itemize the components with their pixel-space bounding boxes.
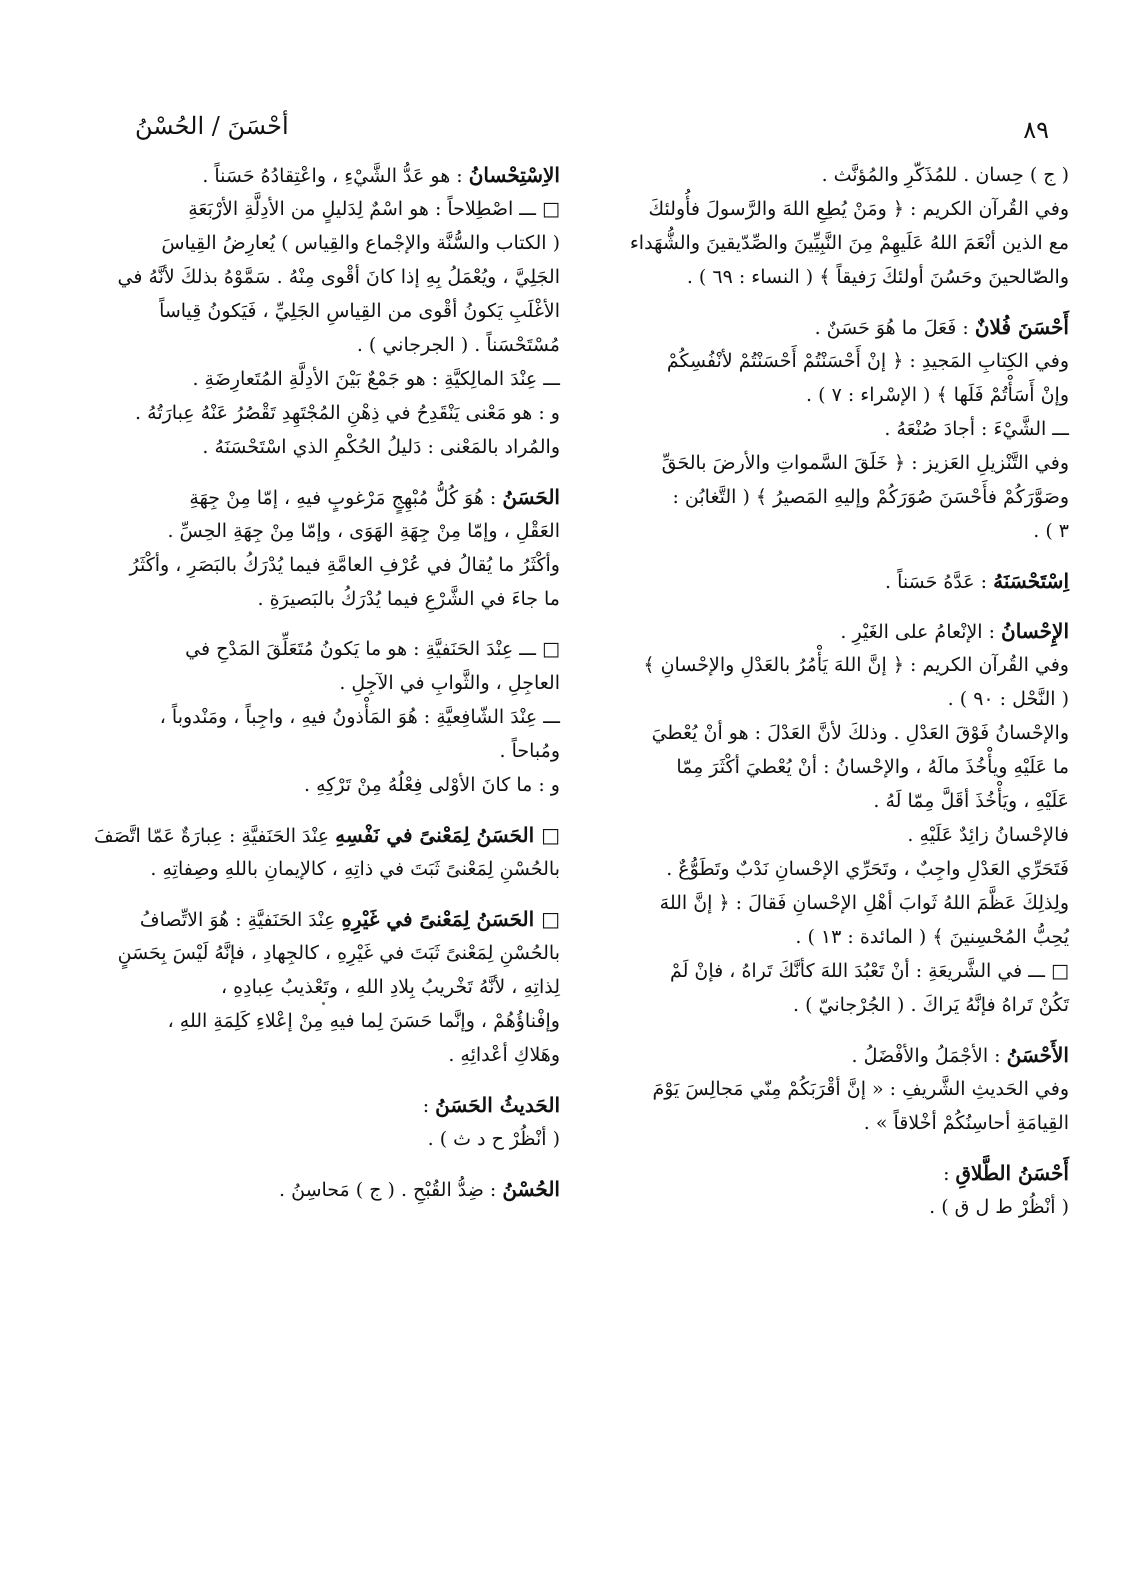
- entry-text: مع الذين أنْعَمَ اللهُ عَلَيهِمْ مِنَ النَّبِيِّينَ والصِّدّيقينَ والشُّهَداء: [629, 232, 1069, 254]
- text-line: [110, 852, 560, 886]
- entry-gap: [110, 616, 560, 632]
- entry-text: و : هو مَعْنى يَنْقَدِحُ في ذِهْنِ المُجْتَهِدِ تَقْصُرُ عَنْهُ عِبارَتُهُ .: [135, 402, 560, 424]
- entry-text: وفي الحَديثِ الشَّريفِ : « إنَّ أقْرَبَكُمْ مِنّي مَجالِسَ يَوْمَ: [652, 1078, 1069, 1100]
- entry-text: : هو عَدُّ الشَّيْءِ ، واعْتِقادُهُ حَسَناً .: [202, 165, 469, 187]
- entry-line: [110, 1172, 560, 1206]
- entry-text: : الأجْمَلُ والأفْضَلُ .: [851, 1045, 1007, 1067]
- entry-text: و : ما كانَ الأوْلى فِعْلُهُ مِنْ تَرْكِهِ .: [304, 774, 560, 796]
- text-line: [110, 514, 560, 548]
- entry-text: وفي الكِتابِ المَجيدِ : ﴿ إنْ أَحْسَنْتُمْ أَحْسَنْتُمْ لأنْفُسِكُمْ: [666, 350, 1069, 372]
- entry-gap: [110, 1156, 560, 1172]
- entry-text: □ ـــ في الشَّريعَةِ : أنْ تَعْبُدَ اللهَ كأنَّكَ تَراهُ ، فإنْ لَمْ: [669, 960, 1069, 982]
- entry-text: لِذاتِهِ ، لأنَّهُ تَخْريبُ بِلادِ اللهِ ، وتَعْذيبُ عِبادِهِ ،: [220, 976, 560, 998]
- entry-gap: [619, 294, 1069, 310]
- text-line: [110, 1004, 560, 1038]
- entry-headword: الأَحْسَنُ: [1006, 1043, 1069, 1067]
- entry-text: الأغْلَبِ يَكونُ أقْوى من القِياسِ الجَلِيِّ ، فَيَكونُ قِياساً: [159, 300, 560, 322]
- entry-text: والصّالحينَ وحَسُنَ أولئكَ رَفيقاً ﴾ ( النساء : ٦٩ ) .: [686, 266, 1069, 288]
- entry-text: يُحِبُّ المُحْسِنينَ ﴾ ( المائدة : ١٣ ) .: [795, 926, 1069, 948]
- entry-line: [94, 818, 560, 852]
- text-line: [619, 682, 1069, 716]
- entry-text: ما جاءَ في الشَّرْعِ فيما يُدْرَكُ بالبَصيرَةِ .: [257, 588, 560, 610]
- text-line: [110, 328, 560, 362]
- text-line: [110, 430, 560, 464]
- entry-line: [619, 614, 1069, 648]
- entry-gap: [619, 1140, 1069, 1156]
- text-line: [619, 446, 1069, 480]
- entry-line: [110, 902, 560, 936]
- text-line: [619, 886, 1069, 920]
- entry-text: ـــ عِنْدَ المالِكيَّةِ : هو جَمْعٌ بَيْنَ الأدِلَّةِ المُتَعارِضَةِ .: [192, 368, 560, 390]
- entry-text: عِنْدَ الحَنَفيَّةِ : هُوَ الاتِّصافُ: [139, 909, 342, 931]
- entry-gap: [110, 464, 560, 480]
- text-line: [110, 734, 560, 768]
- text-line: [110, 362, 560, 396]
- entry-text: وفي القُرآن الكريم : ﴿ إنَّ اللهَ يَأْمُرُ بالعَدْلِ والإحْسانِ ﴾: [643, 654, 1069, 676]
- entry-text: وإنْ أَسَأْتُمْ فَلَها ﴾ ( الإسْراء : ٧ ) .: [806, 384, 1069, 406]
- text-line: [619, 988, 1069, 1022]
- text-line: [619, 1072, 1069, 1106]
- entry-text: ما عَلَيْهِ ويأْخُذَ مالَهُ ، والإحْسانُ : أنْ يُعْطيَ أكْثَرَ مِمّا: [676, 756, 1069, 778]
- text-line: [619, 818, 1069, 852]
- text-line: [619, 260, 1069, 294]
- text-line: [619, 344, 1069, 378]
- text-line: [619, 852, 1069, 886]
- text-line: [619, 784, 1069, 818]
- text-line: [619, 192, 1069, 226]
- entry-text: : هُوَ كُلُّ مُبْهِجٍ مَرْغوبٍ فيهِ ، إمّا مِنْ جِهَةِ: [189, 487, 503, 509]
- entry-text: ـــ عِنْدَ الشّافِعيَّةِ : هُوَ المَأْذونُ فيهِ ، واجِباً ، ومَنْدوباً ،: [159, 706, 560, 728]
- entry-headword: أَحْسَنُ الطَّلاقِ: [955, 1161, 1069, 1185]
- entry-line: [110, 1088, 560, 1122]
- entry-text: بالحُسْنِ لِمَعْنىً ثَبَتَ في غَيْرِهِ ، كالجِهادِ ، فإنَّهُ لَيْسَ بِحَسَنٍ: [117, 942, 560, 964]
- text-line: [619, 1106, 1069, 1140]
- entry-text: العاجِلِ ، والثَّوابِ في الآجِلِ .: [339, 672, 560, 694]
- entry-text: وإفْناؤُهُمْ ، وإنَّما حَسَنَ لِما فيهِ مِنْ إعْلاءِ كَلِمَةِ اللهِ ،: [167, 1010, 560, 1032]
- entry-gap: [619, 548, 1069, 564]
- entry-text: عَلَيْهِ ، ويَأْخُذَ أقَلَّ مِمّا لَهُ .: [873, 790, 1069, 812]
- entry-line: [110, 158, 560, 192]
- left-column: [94, 158, 560, 1206]
- entry-line: [619, 564, 1069, 598]
- text-line: [110, 294, 560, 328]
- text-line: [619, 920, 1069, 954]
- entry-headword: الحَسَنُ: [502, 485, 560, 509]
- entry-text: والإحْسانُ فَوْقَ العَدْلِ . وذلكَ لأنَّ العَدْلَ : هو أنْ يُعْطيَ: [651, 722, 1069, 744]
- entry-headword: الاِسْتِحْسانُ: [468, 163, 560, 187]
- text-line: [110, 666, 560, 700]
- entry-gap: [110, 802, 560, 818]
- entry-text: ولِذلِكَ عَظَّمَ اللهُ ثَوابَ أهْلِ الإحْسانِ فَقالَ : ﴿ إنَّ اللهَ: [659, 892, 1069, 914]
- text-line: [110, 192, 560, 226]
- text-line: [619, 514, 1069, 548]
- text-line: [110, 1122, 560, 1156]
- text-line: [110, 970, 560, 1004]
- text-line: [619, 648, 1069, 682]
- entry-text: □ ـــ اصْطِلاحاً : هو اسْمٌ لِدَليلٍ من الأدِلَّةِ الأرْبَعَةِ: [188, 198, 560, 220]
- page-number: ٨٩: [1023, 116, 1049, 144]
- right-column: [619, 158, 1069, 1224]
- entry-gap: [619, 598, 1069, 614]
- entry-text: : فَعَلَ ما هُوَ حَسَنٌ .: [814, 317, 975, 339]
- entry-headword: الحُسْنُ: [502, 1177, 560, 1201]
- entry-line: [110, 480, 560, 514]
- entry-headword: الإِحْسانُ: [1001, 619, 1069, 643]
- entry-text: مُسْتَحْسَناً . ( الجرجاني ) .: [356, 334, 560, 356]
- entry-text: فالإحْسانُ زائِدٌ عَلَيْهِ .: [907, 824, 1069, 846]
- entry-line: [619, 1156, 1069, 1190]
- entry-text: بالحُسْنِ لِمَعْنىً ثَبَتَ في ذاتِهِ ، كالإيمانِ باللهِ وصِفاتِهِ .: [150, 858, 560, 880]
- text-line: [619, 954, 1069, 988]
- entry-text: والمُراد بالمَعْنى : دَليلُ الحُكْمِ الذي اسْتَحْسَنَهُ .: [202, 436, 560, 458]
- text-line: [110, 632, 560, 666]
- text-line: [619, 158, 1069, 192]
- entry-text: تَكُنْ تَراهُ فإنَّهُ يَراكَ . ( الجُرْجانيّ ) .: [792, 994, 1069, 1016]
- text-line: [110, 936, 560, 970]
- entry-text: العَقْلِ ، وإمّا مِنْ جِهَةِ الهَوَى ، وإمّا مِنْ جِهَةِ الحِسِّ .: [167, 520, 560, 542]
- entry-gap: [619, 1022, 1069, 1038]
- entry-line: [619, 1038, 1069, 1072]
- entry-text: :: [422, 1095, 436, 1117]
- text-line: [110, 582, 560, 616]
- entry-headword: □ الحَسَنُ لِمَعْنىً في غَيْرِهِ: [341, 907, 560, 931]
- entry-headword: □ الحَسَنُ لِمَعْنىً في نَفْسِهِ: [335, 823, 560, 847]
- entry-text: : الإنْعامُ على الغَيْرِ .: [840, 621, 1002, 643]
- text-line: [110, 260, 560, 294]
- text-line: [110, 226, 560, 260]
- page-speck: [322, 1002, 325, 1005]
- entry-text: ( النَّحْل : ٩٠ ) .: [947, 688, 1069, 710]
- entry-gap: [110, 1072, 560, 1088]
- entry-text: وصَوَّرَكُمْ فأَحْسَنَ صُوَرَكُمْ وإليهِ المَصيرُ ﴾ ( التَّغابُن :: [672, 486, 1069, 508]
- entry-text: وهَلاكِ أعْدائِهِ .: [448, 1044, 560, 1066]
- entry-text: وفي التَّنْزيلِ العَزيز : ﴿ خَلَقَ السَّمواتِ والأرضَ بالحَقِّ: [661, 452, 1069, 474]
- text-line: [619, 716, 1069, 750]
- entry-text: ومُباحاً .: [499, 740, 560, 762]
- text-line: [110, 548, 560, 582]
- text-line: [110, 700, 560, 734]
- text-line: [619, 226, 1069, 260]
- text-line: [110, 768, 560, 802]
- entry-text: القِيامَةِ أحاسِنُكُمْ أخْلاقاً » .: [863, 1112, 1069, 1134]
- entry-text: :: [943, 1163, 956, 1185]
- entry-headword: الحَديثُ الحَسَنُ: [435, 1093, 560, 1117]
- text-line: [619, 1190, 1069, 1224]
- entry-text: ـــ الشَّيْءَ : أجادَ صُنْعَهُ .: [884, 418, 1069, 440]
- entry-text: وفي القُرآن الكريم : ﴿ ومَنْ يُطِعِ اللهَ والرَّسولَ فأُولئكَ: [648, 198, 1069, 220]
- entry-text: □ ـــ عِنْدَ الحَنَفيَّةِ : هو ما يَكونُ مُتَعَلِّقَ المَدْحِ في: [185, 638, 560, 660]
- entry-headword: اِسْتَحْسَنَهُ: [993, 569, 1069, 593]
- entry-text: فَتَحَرِّي العَدْلِ واجِبٌ ، وتَحَرِّي الإحْسانِ نَدْبٌ وتَطَوُّعٌ .: [666, 858, 1069, 880]
- text-line: [619, 480, 1069, 514]
- entry-text: : عَدَّهُ حَسَناً .: [885, 571, 994, 593]
- text-line: [619, 378, 1069, 412]
- text-line: [619, 750, 1069, 784]
- entry-text: عِنْدَ الحَنَفيَّةِ : عِبارَةٌ عَمّا اتَّصَفَ: [94, 825, 336, 847]
- entry-text: ( الكتاب والسُّنَّة والإجْماع والقِياس ) يُعارِضُ القِياسَ: [161, 232, 560, 254]
- entry-text: وأكْثَرُ ما يُقالُ في عُرْفِ العامَّةِ فيما يُدْرَكُ بالبَصَرِ ، وأكْثَرُ: [129, 554, 560, 576]
- entry-text: ( ج ) حِسان . للمُذَكّرِ والمُؤنَّث .: [821, 164, 1069, 186]
- text-line: [619, 412, 1069, 446]
- entry-gap: [110, 886, 560, 902]
- entry-text: : ضِدُّ القُبْحِ . ( ج ) مَحاسِنُ .: [279, 1179, 503, 1201]
- entry-text: ( أنْظُرْ ط ل ق ) .: [929, 1196, 1069, 1218]
- entry-text: ( أنْظُرْ ح د ث ) .: [427, 1128, 560, 1150]
- entry-line: [619, 310, 1069, 344]
- entry-text: ٣ ) .: [1033, 520, 1069, 542]
- text-line: [110, 1038, 560, 1072]
- entry-headword: أَحْسَنَ فُلانٌ: [974, 315, 1069, 339]
- page-header-title: أحْسَنَ / الحُسْنُ: [135, 112, 289, 140]
- entry-text: الجَلِيَّ ، ويُعْمَلُ بِهِ إذا كانَ أقْوى مِنْهُ . سَمَّوْهُ بذلكَ لأنَّهُ في: [117, 266, 560, 288]
- text-line: [110, 396, 560, 430]
